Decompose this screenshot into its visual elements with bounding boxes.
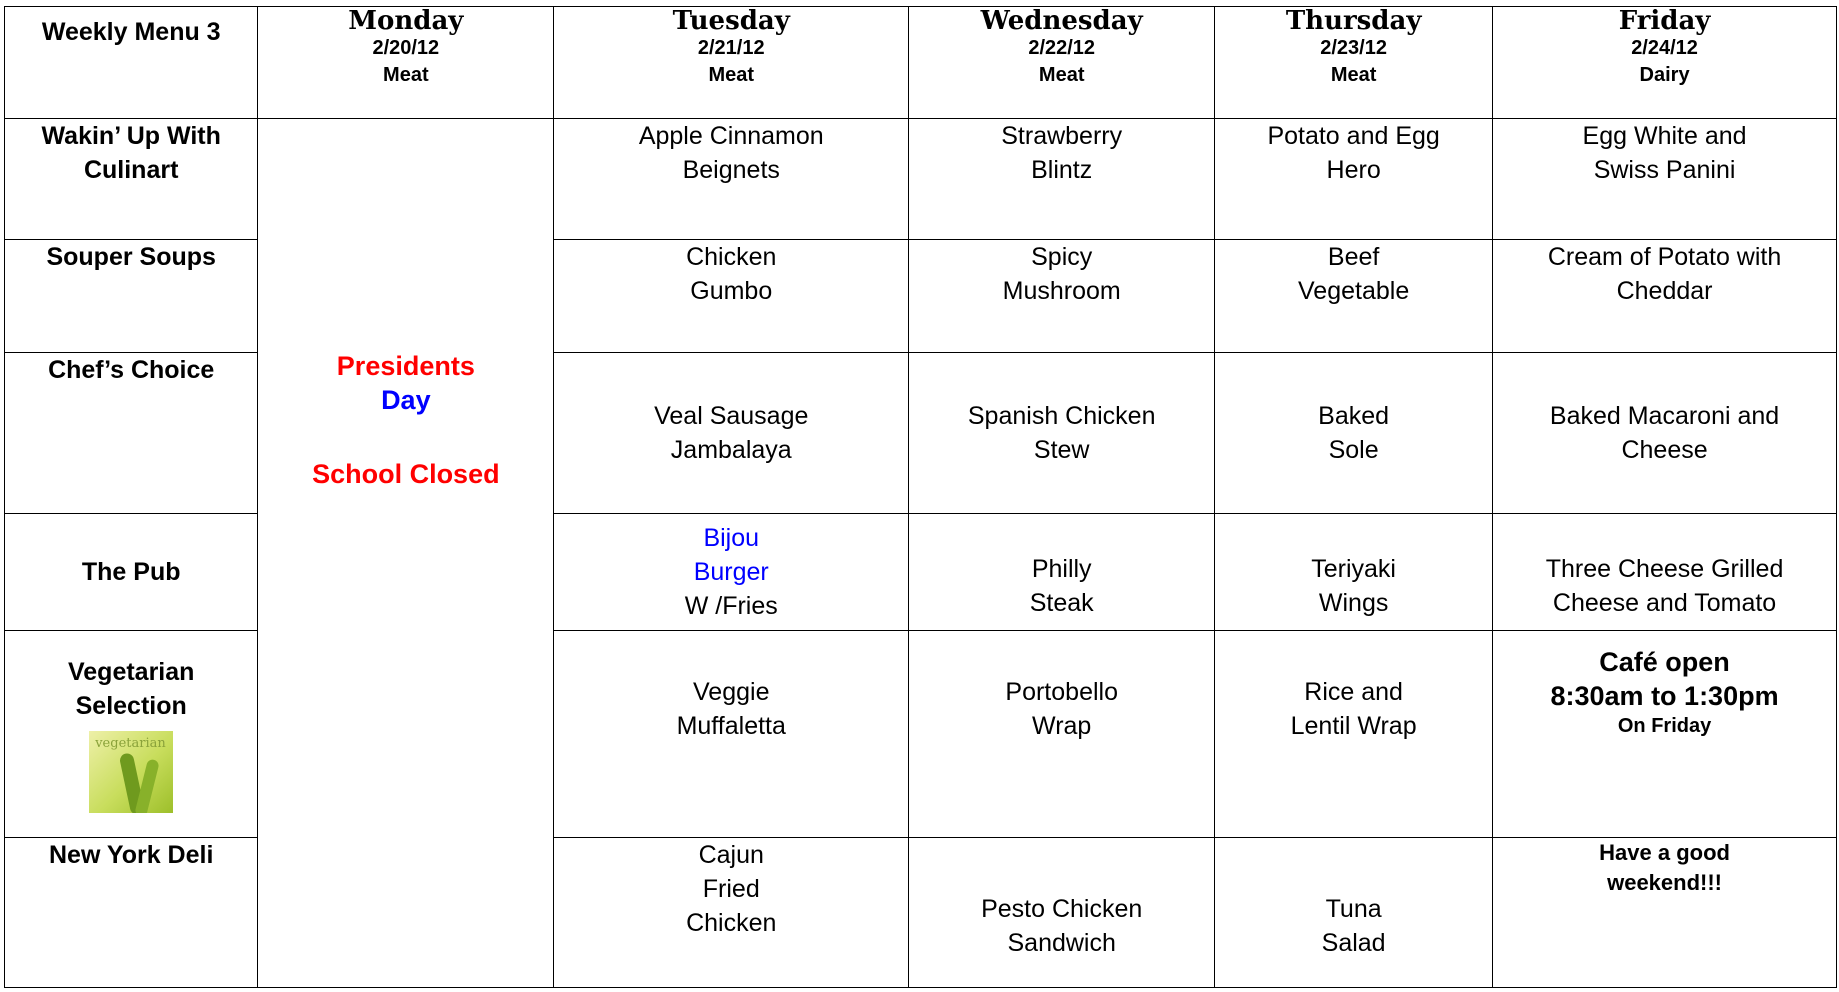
menu-item-line: Veggie	[693, 677, 770, 706]
menu-item-line: Bijou	[703, 524, 760, 553]
holiday-name-line1: Presidents	[336, 350, 475, 381]
menu-item	[909, 239, 1215, 352]
station-cell	[5, 630, 258, 837]
menu-item-line: W /Fries	[684, 592, 778, 621]
menu-item-line: Muffaletta	[676, 711, 786, 740]
day-date: 2/24/12	[1631, 37, 1698, 59]
menu-item-line: Beef	[1327, 242, 1380, 271]
day-date: 2/20/12	[372, 37, 440, 59]
station-label: New York Deli	[5, 837, 258, 987]
menu-item-line: Blintz	[1031, 155, 1093, 184]
menu-item-line: Cajun	[698, 840, 764, 869]
school-closed-notice: School Closed	[312, 458, 500, 489]
menu-item	[909, 514, 1215, 630]
menu-item-line: Cheddar	[1616, 276, 1713, 305]
menu-item	[1493, 352, 1837, 514]
menu-item-line: Baked Macaroni and	[1549, 402, 1780, 431]
menu-item-line: Burger	[693, 558, 769, 587]
station-label: The Pub	[5, 514, 258, 630]
day-header-tuesday	[554, 7, 909, 119]
day-name: Monday	[348, 6, 464, 36]
day-name: Thursday	[1285, 6, 1422, 36]
menu-item-line: Teriyaki	[1311, 554, 1396, 583]
menu-item-line: Cream of Potato with	[1547, 242, 1782, 271]
monday-closed-cell	[258, 118, 554, 987]
notice-line: weekend!!!	[1607, 869, 1723, 895]
day-type: Dairy	[1639, 64, 1690, 86]
menu-item-line: Wrap	[1032, 711, 1092, 740]
day-header-wednesday	[909, 7, 1215, 119]
menu-item-line: Mushroom	[1002, 276, 1121, 305]
day-type: Meat	[383, 64, 429, 86]
header-row	[5, 7, 1837, 119]
menu-item-line: Sole	[1328, 436, 1379, 465]
station-label: Souper Soups	[5, 239, 258, 352]
menu-item-line: Spicy	[1031, 242, 1093, 271]
menu-item-line: Wings	[1318, 588, 1389, 617]
menu-item-line: Chicken	[686, 908, 777, 937]
menu-item-line: Portobello	[1005, 677, 1118, 706]
menu-item-line: Cheese and Tomato	[1552, 588, 1777, 617]
menu-item	[1215, 118, 1493, 239]
menu-item-line: Three Cheese Grilled	[1545, 554, 1784, 583]
day-date: 2/21/12	[697, 37, 765, 59]
menu-row-wakin-up	[5, 118, 1837, 239]
weekend-notice	[1493, 837, 1837, 987]
menu-item	[909, 118, 1215, 239]
menu-item	[554, 118, 909, 239]
notice-line: Café open	[1599, 646, 1730, 677]
menu-item-line: Pesto Chicken	[981, 894, 1143, 923]
cafe-hours-notice	[1493, 630, 1837, 837]
day-header-friday	[1493, 7, 1837, 119]
menu-item-line: Salad	[1321, 928, 1386, 957]
menu-item	[1215, 352, 1493, 514]
day-name: Tuesday	[672, 6, 790, 36]
notice-line: Have a good	[1599, 839, 1730, 865]
day-type: Meat	[1038, 64, 1085, 86]
menu-item	[1215, 630, 1493, 837]
menu-item-line: Jambalaya	[670, 436, 792, 465]
station-label: Chef’s Choice	[5, 352, 258, 514]
notice-line: On Friday	[1617, 714, 1712, 737]
menu-item-line: Potato and Egg	[1267, 121, 1440, 150]
weekly-menu-table	[4, 6, 1837, 988]
day-header-thursday	[1215, 7, 1493, 119]
station-label: Vegetarian Selection	[67, 657, 195, 720]
menu-item-line: Chicken	[686, 242, 777, 271]
menu-item-line: Fried	[702, 874, 760, 903]
menu-item-line: Hero	[1326, 155, 1381, 184]
vegetarian-pea-pod-image	[89, 731, 173, 813]
day-date: 2/23/12	[1320, 37, 1387, 59]
menu-item	[554, 239, 909, 352]
menu-item-line: Egg White and	[1582, 121, 1747, 150]
menu-title: Weekly Menu 3	[5, 7, 258, 119]
day-type: Meat	[1330, 64, 1377, 86]
menu-item-line: Stew	[1033, 436, 1090, 465]
menu-item	[909, 630, 1215, 837]
menu-item-line: Spanish Chicken	[967, 402, 1156, 431]
menu-item	[554, 837, 909, 987]
menu-item-line: Lentil Wrap	[1290, 711, 1417, 740]
menu-item-line: Baked	[1318, 402, 1390, 431]
menu-item	[1215, 514, 1493, 630]
day-date: 2/22/12	[1028, 37, 1096, 59]
menu-item-line: Steak	[1029, 588, 1094, 617]
menu-item	[554, 514, 909, 630]
menu-item	[554, 630, 909, 837]
day-name: Friday	[1618, 6, 1711, 36]
menu-item-line: Rice and	[1304, 677, 1403, 706]
menu-item-line: Veal Sausage	[654, 402, 809, 431]
menu-item-line: Gumbo	[690, 276, 773, 305]
menu-item	[909, 352, 1215, 514]
station-label: Wakin’ Up With Culinart	[5, 118, 258, 239]
menu-item-line: Vegetable	[1298, 276, 1410, 305]
image-caption: vegetarian	[95, 735, 166, 751]
menu-item	[1215, 837, 1493, 987]
menu-item-line: Beignets	[682, 155, 780, 184]
menu-item	[1493, 239, 1837, 352]
menu-item	[554, 352, 909, 514]
menu-item-line: Philly	[1031, 554, 1092, 583]
menu-item	[909, 837, 1215, 987]
holiday-name-line2: Day	[381, 384, 431, 415]
day-header-monday	[258, 7, 554, 119]
menu-item-line: Strawberry	[1001, 121, 1123, 150]
day-type: Meat	[708, 64, 755, 86]
menu-item	[1493, 118, 1837, 239]
menu-item-line: Tuna	[1325, 894, 1382, 923]
menu-item-line: Swiss Panini	[1593, 155, 1736, 184]
menu-item	[1493, 514, 1837, 630]
menu-item	[1215, 239, 1493, 352]
menu-item-line: Cheese	[1621, 436, 1708, 465]
notice-line: 8:30am to 1:30pm	[1550, 680, 1779, 711]
day-name: Wednesday	[980, 6, 1143, 36]
menu-item-line: Apple Cinnamon	[638, 121, 824, 150]
menu-item-line: Sandwich	[1007, 928, 1116, 957]
